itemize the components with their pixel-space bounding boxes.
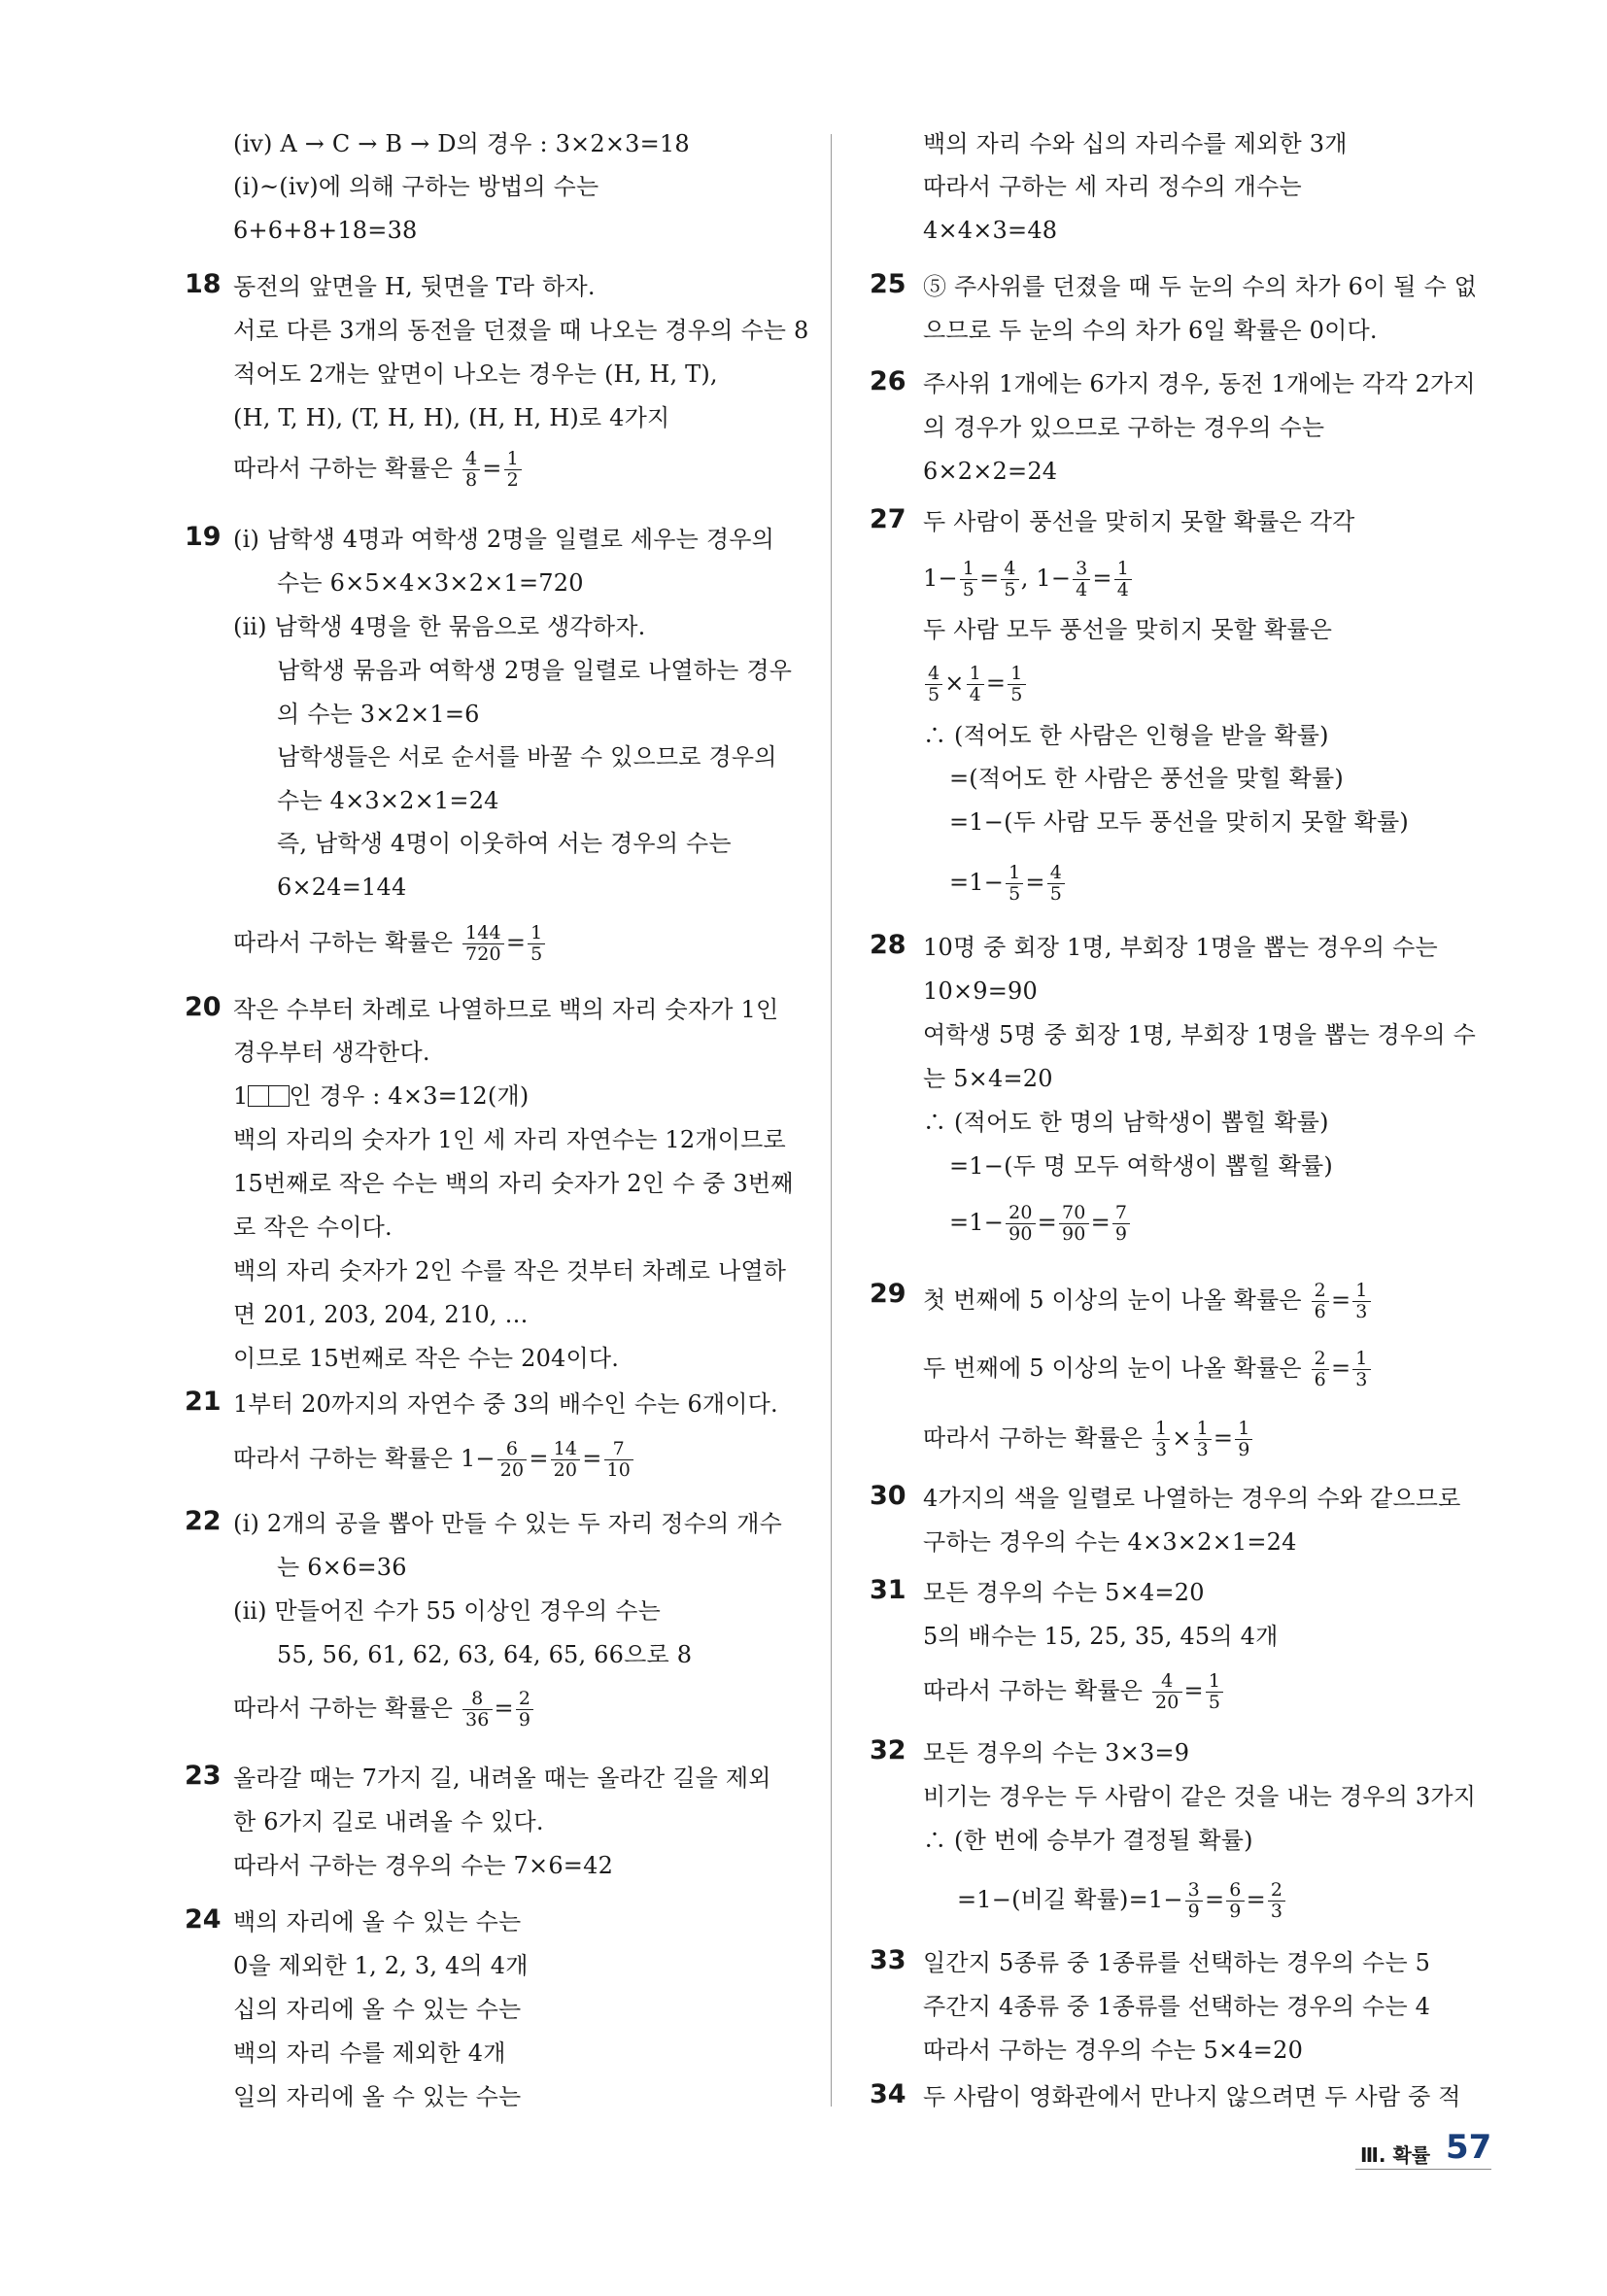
- text-line: 따라서 구하는 세 자리 정수의 개수는: [923, 173, 1302, 200]
- numerator: 1: [1206, 1671, 1223, 1693]
- answer-line: 따라서 구하는 확률은 $\frac{4}{8}$ = $\frac{1}{2}$: [233, 449, 524, 491]
- text-line: 올라갈 때는 7가지 길, 내려올 때는 올라간 길을 제외: [233, 1765, 771, 1792]
- blank-box: [268, 1085, 290, 1107]
- numerator: 14: [551, 1439, 581, 1460]
- text-line: 1부터 20까지의 자연수 중 3의 배수인 수는 6개이다.: [233, 1390, 778, 1418]
- text-line: 적어도 2개는 앞면이 나오는 경우는 (H, H, T),: [233, 360, 718, 388]
- fraction: [1152, 1671, 1182, 1713]
- denominator: 6: [1314, 1301, 1326, 1322]
- denominator: 2: [506, 469, 519, 491]
- text-line: 4가지의 색을 일렬로 나열하는 경우의 수와 같으므로: [923, 1485, 1461, 1512]
- fraction: [1206, 1671, 1223, 1713]
- problem-number: 32: [870, 1735, 906, 1765]
- denominator: 4: [1116, 579, 1130, 600]
- text-line: 0을 제외한 1, 2, 3, 4의 4개: [233, 1952, 529, 1979]
- text-line: 남학생들은 서로 순서를 바꿀 수 있으므로 경우의: [277, 743, 777, 771]
- text-line: 로 작은 수이다.: [233, 1214, 393, 1241]
- answer-line: 따라서 구하는 확률은 $\frac{8}{36}$ = $\frac{2}{9}$: [233, 1689, 535, 1731]
- text-segment: 두 번째에 5 이상의 눈이 나올 확률은: [923, 1354, 1302, 1382]
- problem-number: 33: [870, 1945, 906, 1975]
- text-line: 6×24=144: [277, 874, 407, 901]
- denominator: 5: [1010, 684, 1023, 705]
- numerator: 4: [1001, 559, 1018, 580]
- text-line: 남학생 묶음과 여학생 2명을 일렬로 나열하는 경우: [277, 657, 793, 684]
- numerator: 1: [1152, 1419, 1170, 1440]
- denominator: 3: [1355, 1301, 1368, 1322]
- fraction: [1008, 664, 1025, 705]
- fraction: [1194, 1419, 1212, 1460]
- numerator: 4: [462, 449, 480, 470]
- fraction: [1352, 1349, 1370, 1390]
- denominator: 9: [1229, 1901, 1242, 1922]
- text-line: 의 수는 3×2×1=6: [277, 701, 480, 728]
- denominator: 9: [1187, 1901, 1200, 1922]
- text-line: (ⅱ) 남학생 4명을 한 묶음으로 생각하자.: [233, 613, 646, 640]
- text-line: 는 6×6=36: [277, 1554, 407, 1581]
- denominator: 5: [1049, 883, 1062, 905]
- problem-number: 20: [185, 992, 222, 1022]
- denominator: 90: [1009, 1223, 1033, 1245]
- numerator: 3: [1185, 1880, 1203, 1902]
- text-line: 55, 56, 61, 62, 63, 64, 65, 66으로 8: [277, 1641, 693, 1668]
- problem-number: 28: [870, 930, 906, 960]
- text-line: 10명 중 회장 1명, 부회장 1명을 뽑는 경우의 수는: [923, 934, 1438, 961]
- answer-prefix: 따라서 구하는 확률은 1−: [233, 1445, 496, 1472]
- numerator: 8: [462, 1689, 493, 1710]
- denominator: 6: [1314, 1369, 1326, 1390]
- numerator: 1: [1114, 559, 1132, 580]
- text-line: (ⅰ) 남학생 4명과 여학생 2명을 일렬로 세우는 경우의: [233, 526, 775, 553]
- text-line: 수는 6×5×4×3×2×1=720: [277, 569, 584, 597]
- problem-number: 27: [870, 504, 906, 534]
- numerator: 1: [967, 664, 984, 685]
- math-line: =1− $\frac{1}{5}$ = $\frac{4}{5}$: [949, 863, 1067, 905]
- problem-number: 24: [185, 1904, 222, 1935]
- fraction: [1226, 1880, 1244, 1922]
- denominator: 3: [1196, 1439, 1209, 1460]
- text-line: =(적어도 한 사람은 풍선을 맞힐 확률): [949, 765, 1344, 792]
- fraction: [1059, 1203, 1089, 1245]
- fraction: [504, 449, 522, 491]
- denominator: 8: [464, 469, 478, 491]
- denominator: 5: [1009, 883, 1021, 905]
- problem-number: 34: [870, 2079, 906, 2109]
- fraction: [551, 1439, 581, 1481]
- text-line: 따라서 구하는 경우의 수는 7×6=42: [233, 1852, 614, 1879]
- problem-number: 19: [185, 522, 222, 552]
- text-line: 백의 자리 수와 십의 자리수를 제외한 3개: [923, 130, 1348, 157]
- answer-prefix: 따라서 구하는 확률은: [923, 1677, 1144, 1704]
- problem-number: 30: [870, 1481, 906, 1511]
- text-line: 일의 자리에 올 수 있는 수는: [233, 2083, 522, 2110]
- fraction: [1047, 863, 1065, 905]
- text-line: ∴ (적어도 한 명의 남학생이 뽑힐 확률): [923, 1109, 1329, 1136]
- numerator: 2: [1268, 1880, 1285, 1902]
- denominator: 9: [1114, 1223, 1128, 1245]
- denominator: 5: [1004, 579, 1016, 600]
- fraction: [462, 449, 480, 491]
- numerator: 1: [1008, 664, 1025, 685]
- text-segment: 첫 번째에 5 이상의 눈이 나올 확률은: [923, 1286, 1302, 1314]
- page-number: 57: [1446, 2128, 1492, 2167]
- answer-line: 따라서 구하는 확률은 1− $\frac{6}{20}$ = $\frac{14}{20}$ = $\frac{7}{10}$: [233, 1439, 635, 1481]
- text-line: 따라서 구하는 경우의 수는 5×4=20: [923, 2037, 1304, 2064]
- text-line: 여학생 5명 중 회장 1명, 부회장 1명을 뽑는 경우의 수: [923, 1021, 1476, 1048]
- problem-number: 21: [185, 1387, 222, 1417]
- text-line: 백의 자리 수를 제외한 4개: [233, 2039, 506, 2067]
- text-line: 모든 경우의 수는 5×4=20: [923, 1579, 1205, 1606]
- text-line: 구하는 경우의 수는 4×3×2×1=24: [923, 1528, 1297, 1556]
- text-line: 작은 수부터 차례로 나열하므로 백의 자리 숫자가 1인: [233, 996, 779, 1023]
- text-line: 15번째로 작은 수는 백의 자리 숫자가 2인 수 중 3번째: [233, 1170, 794, 1197]
- section-label: Ⅲ. 확률: [1360, 2143, 1431, 2167]
- numerator: 1: [1006, 863, 1023, 884]
- problem-number: 25: [870, 269, 906, 299]
- denominator: 5: [530, 943, 543, 965]
- denominator: 9: [1238, 1439, 1250, 1460]
- fraction: [1352, 1281, 1370, 1322]
- numerator: 1: [960, 559, 977, 580]
- problem-number: 23: [185, 1761, 222, 1791]
- math-line: =1−(비길 확률)=1− $\frac{3}{9}$ = $\frac{6}{9}$ = $\frac{2}{3}$: [957, 1880, 1287, 1922]
- text-line: (ⅱ) 만들어진 수가 55 이상인 경우의 수는: [233, 1597, 661, 1625]
- text-line: 비기는 경우는 두 사람이 같은 것을 내는 경우의 3가지: [923, 1783, 1477, 1810]
- fraction: [1235, 1419, 1252, 1460]
- numerator: 4: [925, 664, 942, 685]
- text-line: 한 6가지 길로 내려올 수 있다.: [233, 1808, 544, 1835]
- numerator: 4: [1152, 1671, 1182, 1693]
- denominator: 10: [606, 1459, 632, 1481]
- text-line: 백의 자리에 올 수 있는 수는: [233, 1908, 522, 1936]
- fraction: [516, 1689, 533, 1731]
- text-line: 10×9=90: [923, 977, 1038, 1005]
- math-line: 두 번째에 5 이상의 눈이 나올 확률은 $\frac{2}{6}$ = $\frac{1}{3}$: [923, 1349, 1373, 1390]
- numerator: 2: [516, 1689, 533, 1710]
- fraction: [925, 664, 942, 705]
- text-line: 서로 다른 3개의 동전을 던졌을 때 나오는 경우의 수는 8: [233, 317, 809, 344]
- text-line: 백의 자리의 숫자가 1인 세 자리 자연수는 12개이므로: [233, 1126, 786, 1153]
- numerator: 7: [604, 1439, 634, 1460]
- fraction: [1312, 1349, 1329, 1390]
- problem-number: 18: [185, 269, 222, 299]
- text-line: 수는 4×3×2×1=24: [277, 787, 499, 814]
- text-line: 이므로 15번째로 작은 수는 204이다.: [233, 1345, 620, 1372]
- denominator: 4: [1076, 579, 1088, 600]
- denominator: 20: [1154, 1692, 1180, 1713]
- text-line: 십의 자리에 올 수 있는 수는: [233, 1996, 522, 2023]
- text-line: ∴ (한 번에 승부가 결정될 확률): [923, 1827, 1253, 1854]
- text-line: 즉, 남학생 4명이 이웃하여 서는 경우의 수는: [277, 830, 732, 857]
- text-line: =1−(두 사람 모두 풍선을 맞히지 못할 확률): [949, 808, 1409, 836]
- denominator: 20: [499, 1459, 525, 1481]
- fraction: [1185, 1880, 1203, 1922]
- numerator: 1: [1352, 1349, 1370, 1370]
- text-line: 동전의 앞면을 H, 뒷면을 T라 하자.: [233, 273, 596, 300]
- numerator: 20: [1006, 1203, 1036, 1224]
- denominator: 5: [1208, 1692, 1221, 1713]
- denominator: 20: [553, 1459, 578, 1481]
- text-line: (ⅳ) A → C → B → D의 경우 : 3×2×3=18: [233, 130, 690, 157]
- answer-prefix: 따라서 구하는 확률은: [233, 1695, 454, 1722]
- math-line: 첫 번째에 5 이상의 눈이 나올 확률은 $\frac{2}{6}$ = $\frac{1}{3}$: [923, 1281, 1373, 1322]
- text-line: 주간지 4종류 중 1종류를 선택하는 경우의 수는 4: [923, 1993, 1431, 2020]
- numerator: 70: [1059, 1203, 1089, 1224]
- denominator: 3: [1154, 1439, 1168, 1460]
- text-line: 주사위 1개에는 6가지 경우, 동전 1개에는 각각 2가지: [923, 370, 1476, 397]
- box-case-text: 인 경우 : 4×3=12(개): [289, 1082, 530, 1110]
- denominator: 3: [1270, 1901, 1283, 1922]
- fraction: [1112, 1203, 1130, 1245]
- numerator: 144: [462, 923, 504, 944]
- text-line: ⑤ 주사위를 던졌을 때 두 눈의 수의 차가 6이 될 수 없: [923, 273, 1478, 300]
- text-line: 경우부터 생각한다.: [233, 1039, 430, 1066]
- answer-prefix: 따라서 구하는 확률은: [233, 929, 454, 956]
- math-line: 1− $\frac{1}{5}$ = $\frac{4}{5}$ , 1− $\frac{3}{4}$ = $\frac{1}{4}$: [923, 559, 1134, 600]
- math-line: 따라서 구하는 확률은 $\frac{1}{3}$ × $\frac{1}{3}$ = $\frac{1}{9}$: [923, 1419, 1254, 1460]
- denominator: 36: [464, 1709, 490, 1731]
- numerator: 7: [1112, 1203, 1130, 1224]
- numerator: 6: [497, 1439, 528, 1460]
- fraction: [1268, 1880, 1285, 1922]
- fraction: [1006, 863, 1023, 905]
- fraction: [967, 664, 984, 705]
- footer-rule: [1355, 2169, 1491, 2170]
- text-line: 두 사람 모두 풍선을 맞히지 못할 확률은: [923, 616, 1333, 643]
- numerator: 1: [1194, 1419, 1212, 1440]
- text-line: 4×4×3=48: [923, 217, 1058, 244]
- text-line: 6+6+8+18=38: [233, 217, 418, 244]
- numerator: 2: [1312, 1281, 1329, 1302]
- fraction: [462, 923, 504, 965]
- denominator: 4: [969, 684, 981, 705]
- fraction: [1073, 559, 1090, 600]
- fraction: [497, 1439, 528, 1481]
- text-segment: =1−(비길 확률)=1−: [957, 1886, 1183, 1913]
- text-line: 두 사람이 풍선을 맞히지 못할 확률은 각각: [923, 508, 1355, 535]
- problem-number: 31: [870, 1575, 906, 1605]
- fraction: [1001, 559, 1018, 600]
- numerator: 1: [504, 449, 522, 470]
- fraction: [604, 1439, 634, 1481]
- numerator: 4: [1047, 863, 1065, 884]
- fraction: [528, 923, 545, 965]
- text-line: ∴ (적어도 한 사람은 인형을 받을 확률): [923, 722, 1329, 749]
- problem-number: 29: [870, 1279, 906, 1309]
- numerator: 2: [1312, 1349, 1329, 1370]
- numerator: 3: [1073, 559, 1090, 580]
- numerator: 6: [1226, 1880, 1244, 1902]
- column-divider: [831, 134, 832, 2107]
- text-line: 으므로 두 눈의 수의 차가 6일 확률은 0이다.: [923, 317, 1378, 344]
- blank-box: [248, 1085, 269, 1107]
- denominator: 3: [1355, 1369, 1368, 1390]
- text-line: 는 5×4=20: [923, 1065, 1053, 1092]
- text-line: 일간지 5종류 중 1종류를 선택하는 경우의 수는 5: [923, 1949, 1431, 1976]
- fraction: [462, 1689, 493, 1731]
- numerator: 1: [528, 923, 545, 944]
- answer-prefix: 따라서 구하는 확률은: [233, 455, 454, 482]
- text-line: 의 경우가 있으므로 구하는 경우의 수는: [923, 414, 1325, 441]
- fraction: [1006, 1203, 1036, 1245]
- numerator: 1: [1235, 1419, 1252, 1440]
- math-line: $\frac{4}{5}$ × $\frac{1}{4}$ = $\frac{1}{5}$: [923, 664, 1028, 705]
- answer-line: 따라서 구하는 확률은 $\frac{4}{20}$ = $\frac{1}{5}$: [923, 1671, 1225, 1713]
- answer-line: 따라서 구하는 확률은 $\frac{144}{720}$ = $\frac{1}{5}$: [233, 923, 547, 965]
- numerator: 1: [1352, 1281, 1370, 1302]
- fraction: [1152, 1419, 1170, 1460]
- denominator: 9: [518, 1709, 531, 1731]
- fraction: [1312, 1281, 1329, 1322]
- problem-number: 22: [185, 1506, 222, 1536]
- text-line: 모든 경우의 수는 3×3=9: [923, 1739, 1190, 1766]
- math-line: =1− $\frac{20}{90}$ = $\frac{70}{90}$ = $\frac{7}{9}$: [949, 1203, 1132, 1245]
- text-line: 두 사람이 영화관에서 만나지 않으려면 두 사람 중 적: [923, 2083, 1461, 2110]
- denominator: 5: [928, 684, 940, 705]
- text-line: 6×2×2=24: [923, 458, 1058, 485]
- fraction: [1114, 559, 1132, 600]
- denominator: 5: [962, 579, 975, 600]
- text-line: =1−(두 명 모두 여학생이 뽑힐 확률): [949, 1152, 1333, 1180]
- problem-number: 26: [870, 366, 906, 396]
- text-line: (ⅰ)~(ⅳ)에 의해 구하는 방법의 수는: [233, 173, 599, 200]
- text-line: [233, 1081, 529, 1111]
- denominator: 720: [464, 943, 501, 965]
- denominator: 90: [1061, 1223, 1086, 1245]
- fraction: [960, 559, 977, 600]
- text-line: 면 201, 203, 204, 210, …: [233, 1301, 529, 1328]
- box-digit: 1: [233, 1082, 249, 1110]
- text-line: 5의 배수는 15, 25, 35, 45의 4개: [923, 1623, 1279, 1650]
- text-line: 백의 자리 숫자가 2인 수를 작은 것부터 차례로 나열하: [233, 1257, 787, 1285]
- text-line: (ⅰ) 2개의 공을 뽑아 만들 수 있는 두 자리 정수의 개수: [233, 1510, 783, 1537]
- text-line: (H, T, H), (T, H, H), (H, H, H)로 4가지: [233, 404, 670, 431]
- text-segment: 따라서 구하는 확률은: [923, 1424, 1144, 1452]
